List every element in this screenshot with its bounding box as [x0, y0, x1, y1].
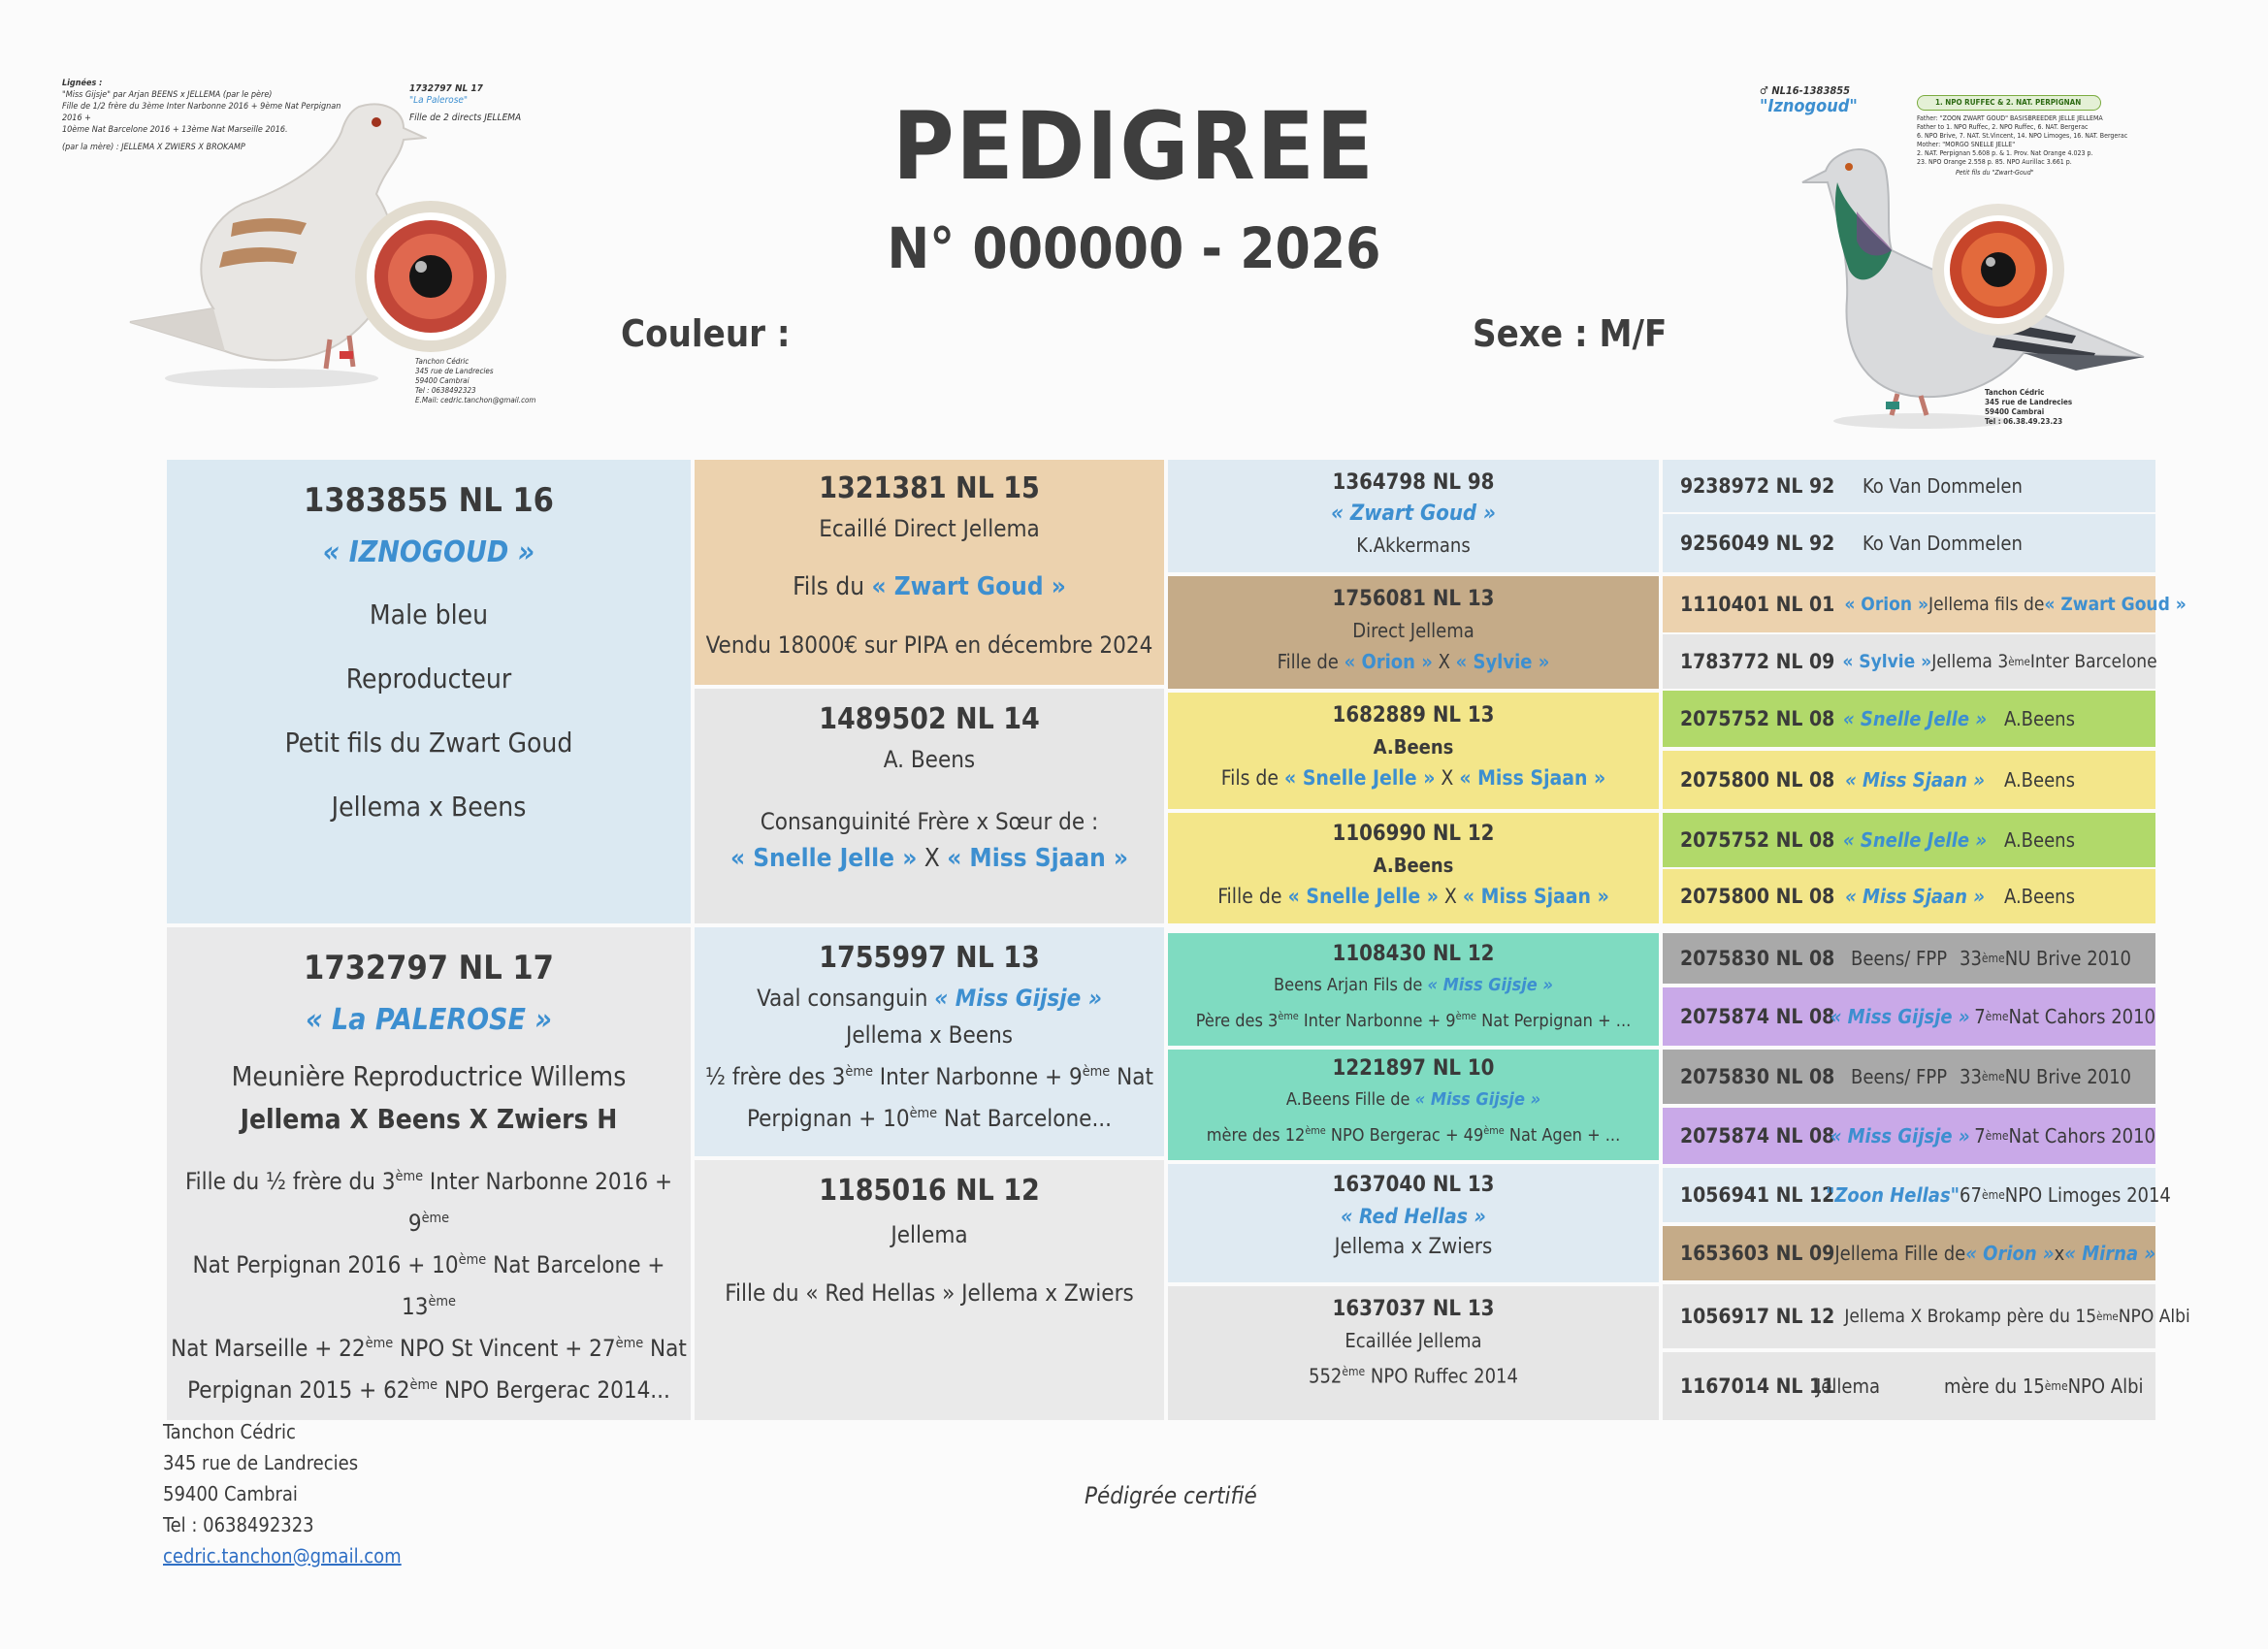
dam-ring: 1732797 NL 17 — [304, 949, 554, 987]
g2-line: Fille du « Red Hellas » Jellema x Zwiers — [725, 1279, 1134, 1307]
pedigree-number: N° 000000 - 2026 — [887, 215, 1381, 281]
lineage-title: Lignées : — [62, 79, 103, 88]
g3-line: K.Akkermans — [1356, 534, 1471, 557]
right-name: "Iznogoud" — [1760, 96, 1858, 116]
g3-cell — [1168, 813, 1659, 923]
g4-name: « Zwart Goud » — [2044, 594, 2187, 615]
g4-ring: 2075800 NL 08 — [1680, 885, 1835, 908]
g4-sup: ème — [1985, 1010, 2009, 1023]
g4-ring: 2075800 NL 08 — [1680, 768, 1835, 792]
info-line: Petit fils du "Zwart-Goud" — [1956, 169, 2034, 177]
dam-cell — [167, 927, 691, 1420]
g4-name: « Snelle Jelle » — [1842, 707, 1988, 730]
g4-info: mère du 15 — [1944, 1374, 2045, 1398]
g4-row — [1663, 1168, 2171, 1222]
g4-sup: ème — [2096, 1310, 2119, 1323]
g4-ring: 2075752 NL 08 — [1680, 707, 1835, 730]
g3-cell — [1168, 1286, 1659, 1420]
lineage-line: (par la mère) : JELLEMA X ZWIERS X BROKAMP — [62, 143, 245, 152]
g4-row — [1663, 1050, 2155, 1104]
g3-line: Fille de « Orion » X « Sylvie » — [1277, 650, 1550, 673]
g4-sup: ème — [1981, 1070, 2005, 1083]
g3-line: A.Beens — [1373, 735, 1454, 759]
g4-info: A.Beens — [2004, 768, 2075, 792]
g4-info: Ko Van Dommelen — [1863, 532, 2023, 555]
g4-info: Beens/ FPP — [1851, 1065, 1948, 1088]
g4-row — [1663, 634, 2155, 689]
g3-cell — [1168, 1164, 1659, 1282]
dam-desc: Meunière Reproductrice Willems — [231, 1060, 627, 1092]
g4-info: x — [2054, 1242, 2065, 1265]
sexe-label: Sexe : M/F — [1473, 312, 1668, 355]
g4-name: « Orion » — [1844, 594, 1929, 615]
g2-line: Fils du « Zwart Goud » — [793, 572, 1066, 601]
g3-ring: 1221897 NL 10 — [1332, 1056, 1495, 1081]
g2-ring: 1489502 NL 14 — [819, 702, 1040, 736]
g4-info: Inter Barcelone — [2029, 651, 2157, 672]
g3-line: Beens Arjan Fils de « Miss Gijsje » — [1274, 975, 1553, 995]
g4-row — [1663, 514, 2155, 572]
g2-sire-sire — [695, 460, 1164, 685]
g4-row — [1663, 869, 2155, 923]
g2-line: Jellema — [891, 1221, 968, 1248]
g3-cell — [1168, 1050, 1659, 1160]
g2-ring: 1755997 NL 13 — [819, 941, 1040, 975]
g4-name: « Orion » — [1965, 1242, 2055, 1265]
g4-row — [1663, 1108, 2155, 1164]
g4-info: Nat Cahors 2010 — [2008, 1124, 2155, 1148]
owner-line: 345 rue de Landrecies — [1985, 398, 2073, 406]
owner-line: 59400 Cambrai — [415, 376, 470, 385]
footer-email-link[interactable]: cedric.tanchon@gmail.com — [163, 1544, 402, 1568]
g4-info: NU Brive 2010 — [2004, 947, 2131, 970]
g4-ring: 9256049 NL 92 — [1680, 532, 1835, 555]
g4-info: A.Beens — [2004, 885, 2075, 908]
g4-info: 7 — [1974, 1005, 1986, 1028]
g4-info: A.Beens — [2004, 828, 2075, 852]
footer-address: 345 rue de Landrecies — [163, 1451, 359, 1474]
right-pigeon-card — [1746, 85, 2154, 444]
g4-row — [1663, 987, 2155, 1046]
g4-info: NU Brive 2010 — [2004, 1065, 2131, 1088]
g4-name: « Miss Gijsje » — [1830, 1005, 1970, 1028]
left-eye-image — [353, 199, 508, 354]
g4-row — [1663, 1226, 2155, 1280]
footer-phone: Tel : 0638492323 — [163, 1513, 314, 1536]
g4-ring: 1056917 NL 12 — [1680, 1305, 1835, 1328]
g4-ring: 2075752 NL 08 — [1680, 828, 1835, 852]
g4-sup: ème — [1981, 952, 2005, 965]
g4-ring: 2075830 NL 08 — [1680, 1065, 1835, 1088]
g2-dam-dam — [695, 1160, 1164, 1420]
g3-ring: 1106990 NL 12 — [1332, 822, 1495, 846]
footer-name: Tanchon Cédric — [163, 1420, 296, 1443]
g2-line: Vaal consanguin « Miss Gijsje » — [757, 985, 1102, 1012]
g2-line: A. Beens — [883, 746, 976, 773]
g3-name: « Zwart Goud » — [1331, 501, 1496, 526]
g4-ring: 1056941 NL 12 — [1680, 1183, 1835, 1207]
sire-lineage: Petit fils du Zwart Goud — [284, 727, 573, 759]
g4-info: Beens/ FPP — [1851, 947, 1948, 970]
g4-row — [1663, 813, 2155, 867]
sire-cross: Jellema x Beens — [331, 791, 527, 823]
left-pigeon-card — [58, 78, 563, 427]
footer-city: 59400 Cambrai — [163, 1482, 298, 1505]
right-owner — [1985, 388, 2140, 427]
g3-line: A.Beens Fille de « Miss Gijsje » — [1285, 1089, 1541, 1110]
owner-line: Tanchon Cédric — [1985, 388, 2045, 397]
g4-sup: ème — [1985, 1129, 2009, 1143]
g4-sup: ème — [1981, 1188, 2005, 1202]
sire-cell — [167, 460, 691, 923]
g4-info: 67 — [1960, 1183, 1982, 1207]
g3-line: mère des 12ème NPO Bergerac + 49ème Nat Agen + ... — [1206, 1124, 1621, 1146]
g3-line: A.Beens — [1373, 854, 1454, 877]
g4-info: NPO Limoges 2014 — [2004, 1183, 2171, 1207]
g3-name: « Red Hellas » — [1341, 1205, 1486, 1228]
g2-dam-sire — [695, 927, 1164, 1156]
g3-line: Ecaillée Jellema — [1345, 1329, 1482, 1352]
g4-ring: 9238972 NL 92 — [1680, 474, 1835, 498]
g3-line: 552ème NPO Ruffec 2014 — [1309, 1364, 1518, 1388]
info-line: 2. NAT. Perpignan 5.608 p. & 1. Prov. Nat Orange 4.023 p. — [1917, 149, 2093, 157]
g4-info: NPO Albi — [2067, 1374, 2144, 1398]
g4-ring: 1110401 NL 01 — [1680, 593, 1835, 616]
owner-line: Tel : 06.38.49.23.23 — [1985, 417, 2063, 426]
dam-record — [167, 1158, 691, 1408]
g4-name: « Miss Sjaan » — [1845, 885, 1985, 908]
sire-name: « IZNOGOUD » — [322, 535, 535, 569]
dam-record-line: Nat Perpignan 2016 + 10ème Nat Barcelone + 13ème — [192, 1251, 665, 1320]
g4-name: « Snelle Jelle » — [1842, 828, 1988, 852]
g3-ring: 1756081 NL 13 — [1332, 587, 1495, 611]
g4-ring: 2075874 NL 08 — [1680, 1005, 1835, 1028]
g4-row — [1663, 1352, 2155, 1420]
g2-line: Jellema x Beens — [845, 1021, 1014, 1049]
lineage-line: Fille de 1/2 frère du 3ème Inter Narbonne 2016 + 9ème Nat Perpignan 2016 + — [62, 102, 341, 123]
g4-row — [1663, 933, 2155, 984]
g3-ring: 1637037 NL 13 — [1332, 1297, 1495, 1321]
owner-line: Tel : 0638492323 — [415, 386, 476, 395]
g4-row — [1663, 576, 2187, 632]
g3-line: Fille de « Snelle Jelle » X « Miss Sjaan » — [1217, 885, 1609, 908]
couleur-label: Couleur : — [621, 312, 791, 355]
page-title: PEDIGREE — [892, 92, 1376, 201]
g4-ring: 1167014 NL 11 — [1680, 1374, 1835, 1398]
g2-sire-dam — [695, 689, 1164, 923]
g4-info: Nat Cahors 2010 — [2008, 1005, 2155, 1028]
g4-info: 33 — [1960, 947, 1982, 970]
g2-ring: 1321381 NL 15 — [819, 471, 1040, 505]
g3-ring: 1364798 NL 98 — [1332, 470, 1495, 495]
g3-cell — [1168, 576, 1659, 689]
g4-name: « Mirna » — [2064, 1242, 2156, 1265]
owner-line: 59400 Cambrai — [1985, 407, 2045, 416]
right-ring-block — [1760, 85, 1895, 116]
g3-cell — [1168, 933, 1659, 1046]
g4-name: « Miss Gijsje » — [1830, 1124, 1970, 1148]
g4-info: 33 — [1960, 1065, 1982, 1088]
g2-line: Vendu 18000€ sur PIPA en décembre 2024 — [705, 631, 1153, 659]
g4-ring: 2075874 NL 08 — [1680, 1124, 1835, 1148]
g3-cell — [1168, 460, 1659, 572]
info-line: 6. NPO Brive, 7. NAT. St.Vincent, 14. NPO Limoges, 16. NAT. Bergerac — [1917, 132, 2128, 140]
g4-row — [1663, 751, 2155, 809]
dam-cross: Jellema X Beens X Zwiers H — [240, 1103, 618, 1135]
g3-cell — [1168, 693, 1659, 809]
right-eye-image — [1930, 202, 2066, 338]
info-line: 23. NPO Orange 2.558 p. 85. NPO Aurillac 3.661 p. — [1917, 158, 2072, 166]
dam-record-line: Perpignan 2015 + 62ème NPO Bergerac 2014... — [187, 1376, 670, 1404]
left-ring: 1732797 NL 17 — [409, 83, 483, 94]
g3-ring: 1682889 NL 13 — [1332, 703, 1495, 728]
dam-name: « La PALEROSE » — [306, 1003, 552, 1037]
left-owner — [415, 357, 551, 405]
g4-info: A.Beens — [2004, 707, 2075, 730]
g4-name: « Miss Sjaan » — [1845, 768, 1985, 792]
g3-ring: 1637040 NL 13 — [1332, 1173, 1495, 1197]
sire-ring: 1383855 NL 16 — [304, 481, 554, 520]
g4-info: 7 — [1974, 1124, 1986, 1148]
g4-row — [1663, 1284, 2190, 1348]
g4-ring: 1653603 NL 09 — [1680, 1242, 1835, 1265]
g2-line: Ecaillé Direct Jellema — [819, 515, 1040, 542]
g4-info: Jellema Fille de — [1834, 1242, 1966, 1265]
g4-ring: 1783772 NL 09 — [1680, 650, 1835, 673]
sire-role: Reproducteur — [345, 663, 512, 695]
g4-ring: 2075830 NL 08 — [1680, 947, 1835, 970]
g4-info: Jellema fils de — [1928, 594, 2045, 615]
g4-row — [1663, 691, 2155, 747]
g4-sup: ème — [2044, 1379, 2068, 1393]
info-line: Father to 1. NPO Ruffec, 2. NPO Ruffec, 6. NAT. Bergerac — [1917, 123, 2089, 131]
g3-ring: 1108430 NL 12 — [1332, 942, 1495, 966]
info-line: Father: "ZOON ZWART GOUD" BASISBREEDER JELLE JELLEMA — [1917, 114, 2103, 122]
left-name: "La Palerose" — [409, 95, 469, 106]
owner-line: 345 rue de Landrecies — [415, 367, 494, 375]
dam-record-line: Nat Marseille + 22ème NPO St Vincent + 27ème Nat — [171, 1335, 687, 1362]
g4-info: Jellema X Brokamp père du 15 — [1844, 1306, 2097, 1327]
lineage-line: "Miss Gijsje" par Arjan BEENS x JELLEMA (par le père) — [62, 90, 273, 100]
owner-line: Tanchon Cédric — [415, 357, 470, 366]
g3-line: Jellema x Zwiers — [1334, 1235, 1493, 1259]
g4-info: Jellema 3 — [1931, 651, 2009, 672]
g4-info: Ko Van Dommelen — [1863, 474, 2023, 498]
g4-name: "Zoon Hellas" — [1826, 1183, 1960, 1207]
g4-row — [1663, 460, 2155, 512]
badge-text: 1. NPO RUFFEC & 2. NAT. PERPIGNAN — [1935, 98, 2082, 107]
owner-line: E.Mail: cedric.tanchon@gmail.com — [415, 396, 536, 404]
sire-color: Male bleu — [369, 598, 489, 630]
certified-label: Pédigrée certifié — [1085, 1482, 1257, 1509]
g4-sup: ème — [2008, 655, 2030, 668]
g3-line: Fils de « Snelle Jelle » X « Miss Sjaan » — [1220, 766, 1606, 790]
footer-contact — [163, 1416, 402, 1571]
right-ring: ♂ NL16-1383855 — [1760, 84, 1850, 97]
right-badge — [1917, 95, 2101, 111]
dam-record-line: Fille du ½ frère du 3ème Inter Narbonne 2016 + 9ème — [184, 1168, 673, 1237]
g4-name: « Sylvie » — [1842, 651, 1932, 672]
g2-line: Perpignan + 10ème Nat Barcelone... — [746, 1105, 1113, 1132]
left-ring-block — [409, 83, 565, 124]
g4-info: Jellema — [1816, 1374, 1881, 1398]
g3-line: Père des 3ème Inter Narbonne + 9ème Nat Perpignan + ... — [1195, 1010, 1632, 1031]
left-desc: Fille de 2 directs JELLEMA — [409, 113, 522, 123]
g2-ring: 1185016 NL 12 — [819, 1174, 1040, 1208]
g2-line: « Snelle Jelle » X « Miss Sjaan » — [729, 844, 1129, 873]
g2-line: Consanguinité Frère x Sœur de : — [760, 808, 1099, 835]
g3-line: Direct Jellema — [1352, 619, 1474, 642]
g4-info: NPO Albi — [2118, 1306, 2190, 1327]
lineage-line: 10ème Nat Barcelone 2016 + 13ème Nat Marseille 2016. — [62, 125, 288, 135]
g2-line: ½ frère des 3ème Inter Narbonne + 9ème Nat — [705, 1063, 1153, 1090]
info-line: Mother: "MORGO SNELLE JELLE" — [1917, 141, 2016, 148]
